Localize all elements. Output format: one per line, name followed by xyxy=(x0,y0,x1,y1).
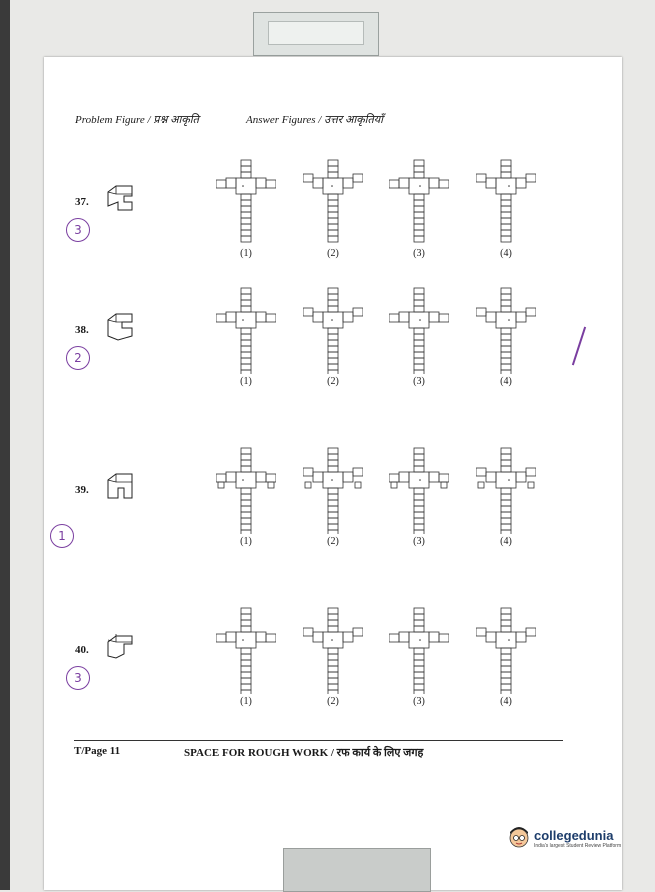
answer-figure-1[interactable] xyxy=(216,284,276,374)
answer-figure-1[interactable] xyxy=(216,444,276,534)
question-number: 40. xyxy=(75,644,89,656)
marked-answer: 3 xyxy=(66,218,90,242)
option-label: (4) xyxy=(500,536,512,547)
option-label: (3) xyxy=(413,248,425,259)
problem-figure xyxy=(104,470,138,504)
answer-figure-4[interactable] xyxy=(476,604,536,694)
option-label: (3) xyxy=(413,696,425,707)
marked-answer: 3 xyxy=(66,666,90,690)
collegedunia-logo xyxy=(508,826,621,850)
bottom-clip xyxy=(283,848,431,892)
question-number: 37. xyxy=(75,196,89,208)
mascot-icon xyxy=(508,826,530,850)
option-label: (3) xyxy=(413,376,425,387)
problem-figure xyxy=(104,630,138,664)
answer-figure-1[interactable] xyxy=(216,156,276,246)
logo-name: collegedunia xyxy=(534,827,614,843)
footer-rule xyxy=(74,740,563,741)
problem-figure xyxy=(104,310,138,344)
logo-tagline: India's largest Student Review Platform xyxy=(534,842,622,849)
option-label: (1) xyxy=(240,248,252,259)
option-label: (4) xyxy=(500,248,512,259)
answer-figure-4[interactable] xyxy=(476,284,536,374)
answer-figure-1[interactable] xyxy=(216,604,276,694)
answer-figure-3[interactable] xyxy=(389,604,449,694)
option-label: (2) xyxy=(327,248,339,259)
problem-figure-header: Problem Figure / प्रश्न आकृति xyxy=(75,114,199,126)
option-label: (2) xyxy=(327,376,339,387)
problem-figure xyxy=(104,182,138,216)
question-number: 39. xyxy=(75,484,89,496)
option-label: (1) xyxy=(240,696,252,707)
answer-figure-2[interactable] xyxy=(303,444,363,534)
answer-figure-4[interactable] xyxy=(476,444,536,534)
question-number: 38. xyxy=(75,324,89,336)
answer-figure-2[interactable] xyxy=(303,284,363,374)
marked-answer: 2 xyxy=(66,346,90,370)
option-label: (3) xyxy=(413,536,425,547)
answer-figure-3[interactable] xyxy=(389,444,449,534)
option-label: (2) xyxy=(327,696,339,707)
page-number: T/Page 11 xyxy=(74,745,121,757)
answer-figure-2[interactable] xyxy=(303,156,363,246)
option-label: (2) xyxy=(327,536,339,547)
answer-figure-2[interactable] xyxy=(303,604,363,694)
marked-answer: 1 xyxy=(50,524,74,548)
scanner-edge xyxy=(0,0,10,890)
option-label: (1) xyxy=(240,536,252,547)
option-label: (1) xyxy=(240,376,252,387)
option-label: (4) xyxy=(500,376,512,387)
answer-figure-3[interactable] xyxy=(389,156,449,246)
option-label: (4) xyxy=(500,696,512,707)
answer-figures-header: Answer Figures / उत्तर आकृतियाँ xyxy=(246,114,384,126)
answer-figure-4[interactable] xyxy=(476,156,536,246)
rough-work-label: SPACE FOR ROUGH WORK / रफ कार्य के लिए जगह xyxy=(184,747,424,759)
binder-clip xyxy=(253,12,379,56)
answer-figure-3[interactable] xyxy=(389,284,449,374)
